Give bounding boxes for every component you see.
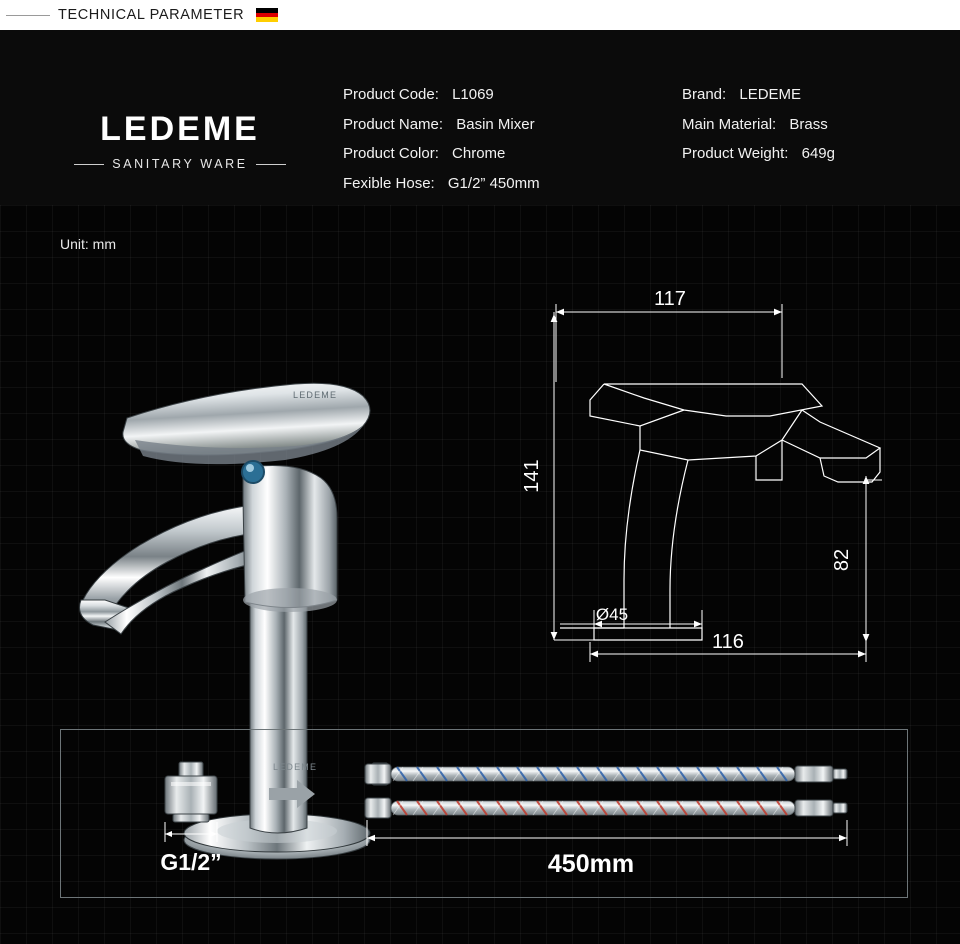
svg-text:LEDEME: LEDEME (273, 762, 318, 772)
spec-value: LEDEME (739, 86, 802, 103)
spec-label: Product Name: (343, 115, 444, 133)
spec-value: L1069 (452, 86, 494, 103)
spec-row-main-material (682, 116, 835, 133)
spec-label: Product Weight: (682, 145, 789, 162)
spec-value: Brass (789, 115, 828, 133)
brand-logo (70, 112, 290, 171)
hose-item-2 (365, 798, 847, 818)
brand-tagline (70, 157, 290, 171)
tagline-right-rule (256, 164, 286, 165)
faucet-logo-text: LEDEME (293, 390, 338, 400)
spec-value: G1/2” 450mm (447, 174, 540, 192)
dim-label-117: 117 (654, 290, 686, 310)
germany-flag-icon (256, 8, 278, 22)
faucet-indicator (242, 461, 264, 483)
spec-list-left (343, 86, 540, 204)
spec-row-brand (682, 86, 835, 103)
spec-value: Chrome (452, 145, 506, 162)
spec-row-product-name (343, 116, 540, 133)
connector-size-label: G1/2” (160, 849, 222, 875)
spec-value: 649g (801, 145, 835, 162)
hose-panel-svg (61, 730, 907, 897)
dim-label-d45: Ø45 (595, 605, 629, 624)
spec-label: Main Material: (682, 115, 777, 133)
hose-connector-sample (165, 762, 217, 822)
outline-body-right (756, 440, 782, 480)
spec-value: Basin Mixer (456, 115, 535, 133)
outline-column-right (670, 460, 688, 628)
spec-row-product-code (343, 86, 540, 103)
spec-list-right (682, 86, 835, 175)
spec-label: Fexible Hose: (343, 174, 435, 192)
diagram-stage (0, 205, 960, 944)
unit-label: Unit: mm (60, 236, 116, 252)
page-title: TECHNICAL PARAMETER (58, 7, 245, 23)
outline-base (594, 628, 702, 640)
hose-panel (60, 729, 908, 898)
spec-row-product-color (343, 145, 540, 162)
tagline-left-rule (74, 164, 104, 165)
outline-lever-left (590, 384, 684, 426)
hose-item-1 (365, 763, 847, 785)
brand-tagline-text: SANITARY WARE (112, 157, 248, 171)
outline-column-left (624, 450, 640, 628)
dim-label-82: 82 (831, 548, 853, 572)
brand-logo-text: LEDEME (100, 110, 260, 148)
hose-length-label: 450mm (547, 850, 635, 878)
faucet-body (243, 466, 337, 608)
spec-label: Product Color: (343, 145, 439, 162)
outline-spout-outlet (820, 448, 880, 482)
spec-row-product-weight (682, 145, 835, 162)
top-bar (0, 0, 960, 30)
spec-header (0, 30, 960, 205)
spec-row-flexible-hose (343, 175, 540, 192)
spec-label: Product Code: (343, 86, 439, 103)
outline-lever (604, 384, 822, 416)
title-rule (6, 15, 50, 16)
dim-label-116: 116 (712, 631, 744, 653)
dim-label-141: 141 (521, 459, 543, 493)
spec-label: Brand: (682, 86, 727, 103)
arrow-right-icon (269, 780, 315, 808)
